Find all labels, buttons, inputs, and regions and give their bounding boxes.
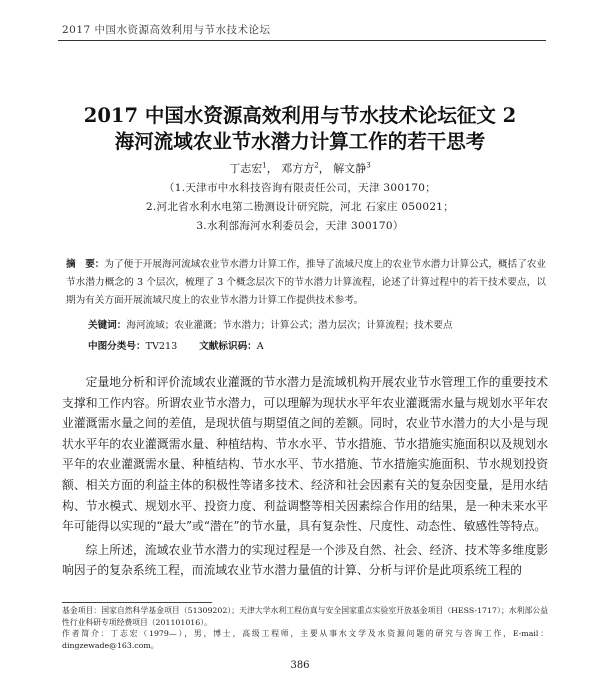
page-number: 386 xyxy=(290,660,310,671)
abstract-text: 为了便于开展海河流域农业节水潜力计算工作，推导了流域尺度上的农业节水潜力计算公式，概括了农业节水潜力概念的 3 个层次，梳理了 3 个概念层次下的节水潜力计算流程，论述了计算过程中的若干技术要点，以期为有关方面开展流域尺度上的农业节水潜力计算工作提供技术参考。 xyxy=(66,259,547,306)
author-name: 邓方方 xyxy=(281,162,315,175)
affiliation: 3.水利部海河水利委员会，天津 300170） xyxy=(196,220,404,232)
header-rule xyxy=(58,40,546,41)
author-mark: 3 xyxy=(366,161,371,170)
footnote-rule xyxy=(62,602,212,603)
classification xyxy=(88,338,264,352)
keywords-text: 海河流域；农业灌溉；节水潜力；计算公式；潜力层次；计算流程；技术要点 xyxy=(126,320,453,331)
author-name: 丁志宏 xyxy=(229,162,263,175)
body-paragraph: 定量地分析和评价流域农业灌溉的节水潜力是流域机构开展农业节水管理工作的重要技术支撑和工作内容。所谓农业节水潜力，可以理解为现状水平年农业灌溉需水量与规划水平年农业灌溉需水量之间的差值，是现状值与期望值之间的差额。同时，农业节水潜力的大小是与现状水平年的农业灌溉需水量、种植结构、节水水平、节水措施、节水措施实施面积以及规划水平年的农业灌溉需水量、种植结构、节水水平、节水措施、节水措施实施面积、节水规划投资额、相关方面的利益主体的积极性等诸多技术、经济和社会因素有关的复杂因变量，是用水结构、节水模式、规划水平、投资力度、利益调整等相关因素综合作用的结果，是一种未来水平年可能得以实现的“最大”或“潜在”的节水量，具有复杂性、尺度性、动态性、敏感性等特点。 xyxy=(62,375,548,534)
body-paragraph: 综上所述，流域农业节水潜力的实现过程是一个涉及自然、社会、经济、技术等多维度影响因子的复杂系统工程，而流域农业节水潜力量值的计算、分析与评价是此项系统工程的 xyxy=(62,542,548,578)
footnotes xyxy=(62,605,548,651)
doc-code-label: 文献标识码： xyxy=(199,341,257,352)
doc-code-value: A xyxy=(256,341,264,352)
running-header: 2017 中国水资源高效利用与节水技术论坛 xyxy=(62,24,271,36)
clc-value: TV213 xyxy=(145,341,178,352)
title-line-1: 2017 中国水资源高效利用与节水技术论坛征文 2 xyxy=(83,104,517,127)
body-text xyxy=(62,372,548,581)
affiliation: 2.河北省水利水电第二勘测设计研究院，河北 石家庄 050021； xyxy=(145,201,455,213)
clc-label: 中图分类号： xyxy=(88,341,146,352)
author-list: 丁志宏$^1$， 邓方方$^2$， 解文静$^3$ xyxy=(229,161,371,175)
abstract xyxy=(66,256,546,310)
author-mark: 1 xyxy=(262,161,267,170)
footnote-funding: 基金项目：国家自然科学基金项目（51309202）；天津大学水利工程仿真与安全国家重点实验室开放基金项目（HESS-1717）；水利部公益性行业科研专项经费项目（201101016）。 xyxy=(62,606,548,627)
keywords xyxy=(88,317,548,331)
author-name: 解文静 xyxy=(333,162,367,175)
abstract-label: 摘 要： xyxy=(66,259,105,270)
affiliation: （1.天津市中水科技咨询有限责任公司，天津 300170； xyxy=(163,182,437,194)
title-line-2: 海河流域农业节水潜力计算工作的若干思考 xyxy=(114,130,486,153)
keywords-label: 关键词： xyxy=(88,320,127,331)
footnote-author-bio: 作者简介：丁志宏（1979—），男，博士，高级工程师，主要从事水文学及水资源问题的研究与咨询工作，E-mail：dingzewade@163.com。 xyxy=(62,629,548,650)
author-mark: 2 xyxy=(314,161,319,170)
